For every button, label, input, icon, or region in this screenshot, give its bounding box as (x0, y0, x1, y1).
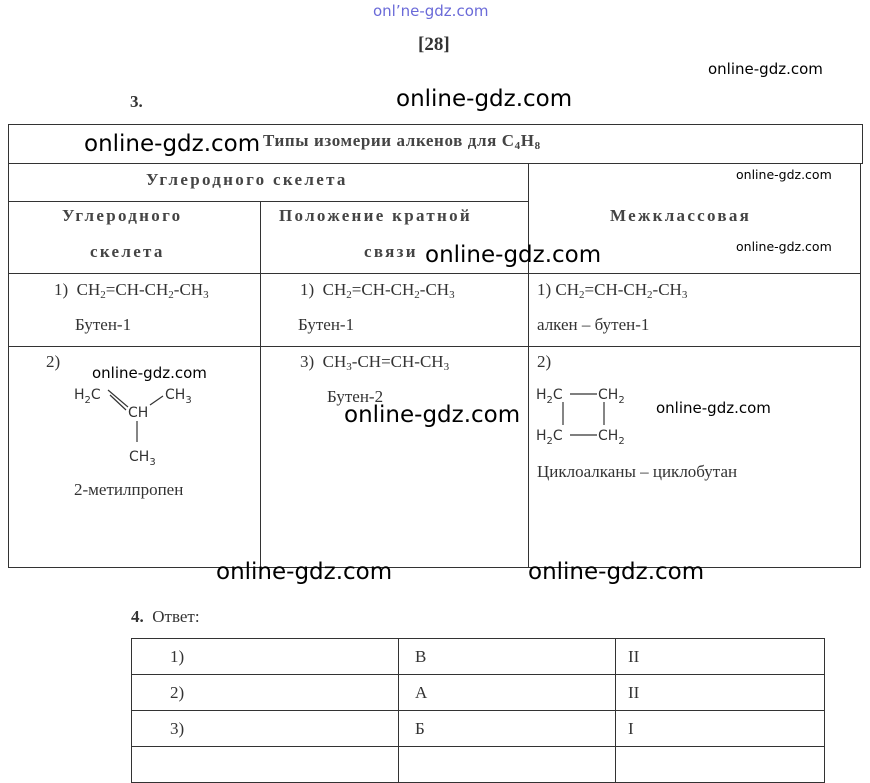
svg-text:CH3: $CH_3$ (165, 387, 192, 406)
watermark: online-gdz.com (736, 167, 832, 182)
task-3-number: 3. (130, 92, 143, 111)
svg-text:CH2: $CH_2$ (598, 387, 625, 406)
group-header: Углеродного скелета (146, 170, 348, 189)
table-row (132, 639, 825, 675)
watermark: online-gdz.com (708, 60, 823, 78)
watermark: online-gdz.com (656, 399, 771, 417)
watermark: online-gdz.com (216, 559, 393, 585)
table-row (132, 747, 825, 783)
col3-header: Межклассовая (610, 206, 752, 225)
svg-text:CH3: $CH_3$ (129, 449, 156, 468)
table-row (132, 675, 825, 711)
watermark: online-gdz.com (84, 131, 261, 157)
watermark: online-gdz.com (528, 559, 705, 585)
answer-roman: II (616, 639, 825, 675)
watermark: online-gdz.com (425, 242, 602, 268)
answer-number: 3) (132, 711, 399, 747)
r2c1-number: 2) (46, 352, 61, 371)
answer-number: 2) (132, 675, 399, 711)
r2c2-name: Бутен-2 (327, 387, 384, 406)
r1c2-formula: 1) $CH_2=CH-CH_2-CH_3$ (300, 280, 455, 301)
svg-text:H2C: $H_2C$ (74, 387, 101, 406)
page-number: [28] (418, 34, 450, 55)
r2c3-number: 2) (537, 352, 552, 371)
watermark: online-gdz.com (736, 239, 832, 254)
task-4-heading (131, 607, 200, 627)
svg-text:H2C: $H_2C$ (536, 387, 563, 406)
r1c1-formula: 1) $CH_2=CH-CH_2-CH_3$ (54, 280, 209, 301)
r1c3-name: алкен – бутен-1 (537, 315, 650, 334)
table-row (132, 711, 825, 747)
answer-number: 1) (132, 639, 399, 675)
answer-roman: I (616, 711, 825, 747)
watermark: online-gdz.com (344, 402, 521, 428)
task-4-label: Ответ: (152, 607, 200, 626)
answer-table (131, 638, 825, 783)
col2-header-line1: Положение кратной (279, 206, 472, 225)
watermark: online-gdz.com (92, 364, 207, 382)
col1-header-line1: Углеродного (62, 206, 183, 225)
2-methylpropene-structure (70, 380, 210, 470)
r2c3-name: Циклоалканы – циклобутан (537, 462, 738, 481)
answer-letter: Б (399, 711, 616, 747)
svg-text:CH: CH (128, 405, 149, 421)
top-watermark: onl’ne-gdz.com (373, 2, 489, 20)
answer-roman: II (616, 675, 825, 711)
r1c3-formula: 1) $CH_2=CH-CH_2-CH_3$ (537, 280, 688, 301)
r2c2-formula: 3) $CH_3-CH=CH-CH_3$ (300, 352, 450, 373)
task-4-number: 4. (131, 607, 144, 626)
col2-header-line2: связи (364, 242, 418, 261)
col1-header-line2: скелета (90, 242, 165, 261)
r1c1-name: Бутен-1 (75, 315, 132, 334)
cyclobutane-structure (534, 380, 644, 450)
answer-letter: В (399, 639, 616, 675)
watermark: online-gdz.com (396, 86, 573, 112)
svg-text:H2C: $H_2C$ (536, 428, 563, 447)
answer-letter: А (399, 675, 616, 711)
table-title: Типы изомерии алкенов для $C_4H_8$ (263, 131, 541, 152)
r1c2-name: Бутен-1 (298, 315, 355, 334)
r2c1-name: 2-метилпропен (74, 480, 184, 499)
svg-text:CH2: $CH_2$ (598, 428, 625, 447)
